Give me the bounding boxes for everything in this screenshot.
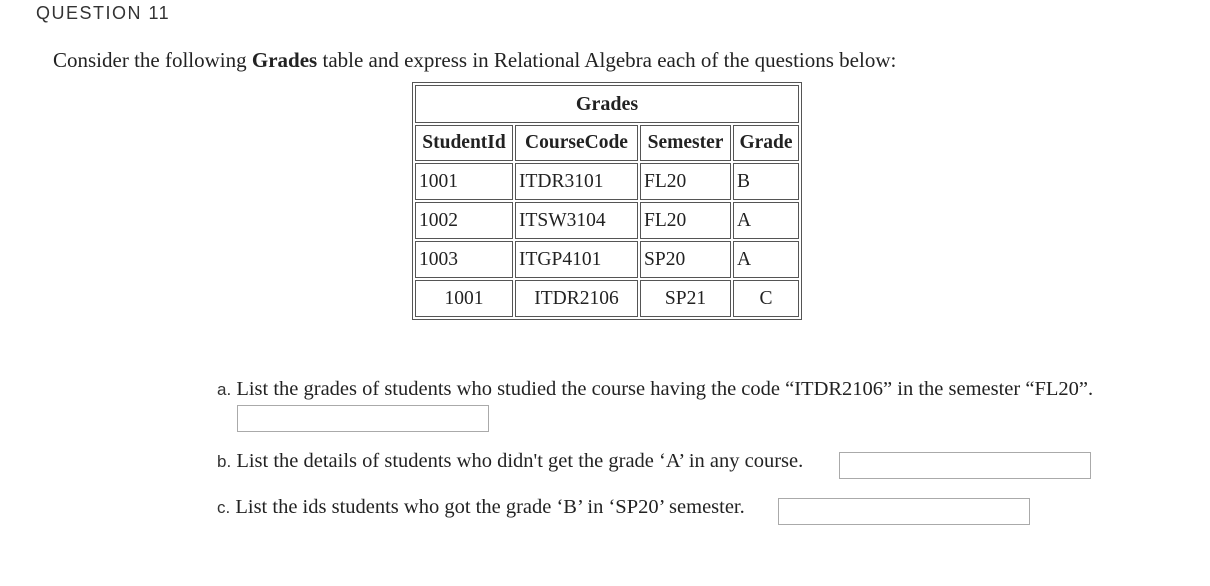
- column-header-grade: Grade: [733, 125, 799, 161]
- table-cell: B: [733, 163, 799, 200]
- question-c-text: List the ids students who got the grade ‘B’ in ‘SP20’ semester.: [230, 496, 745, 518]
- table-cell: 1003: [415, 241, 513, 278]
- table-row: [415, 202, 799, 239]
- question-b-text: List the details of students who didn't get the grade ‘A’ in any course.: [231, 450, 804, 472]
- table-cell: FL20: [640, 202, 731, 239]
- table-cell: 1001: [415, 280, 513, 317]
- answer-c-input[interactable]: [778, 498, 1030, 525]
- question-b: [217, 450, 803, 473]
- table-caption: Grades: [415, 85, 799, 123]
- question-a-letter: a.: [217, 380, 232, 399]
- table-cell: SP20: [640, 241, 731, 278]
- answer-b-input[interactable]: [839, 452, 1091, 479]
- table-cell: A: [733, 241, 799, 278]
- table-cell: ITDR3101: [515, 163, 638, 200]
- question-a: [217, 378, 1093, 401]
- question-a-text: List the grades of students who studied the course having the code “ITDR2106” in the semester “FL20”.: [231, 378, 1094, 400]
- table-row: [415, 280, 799, 317]
- table-cell: ITSW3104: [515, 202, 638, 239]
- table-cell: SP21: [640, 280, 731, 317]
- table-cell: C: [733, 280, 799, 317]
- table-cell: 1002: [415, 202, 513, 239]
- column-header-coursecode: CourseCode: [515, 125, 638, 161]
- table-cell: FL20: [640, 163, 731, 200]
- answer-a-input[interactable]: [237, 405, 489, 432]
- table-row: [415, 163, 799, 200]
- table-cell: 1001: [415, 163, 513, 200]
- question-c: [217, 496, 745, 519]
- question-intro: [53, 48, 896, 73]
- question-header: QUESTION 11: [36, 3, 171, 23]
- grades-table: [412, 82, 802, 320]
- intro-text-start: Consider the following: [53, 48, 252, 72]
- intro-table-name: Grades: [251, 48, 318, 72]
- table-cell: ITGP4101: [515, 241, 638, 278]
- table-row: [415, 241, 799, 278]
- table-cell: ITDR2106: [515, 280, 638, 317]
- intro-text-end: table and express in Relational Algebra each of the questions below:: [317, 48, 897, 72]
- column-header-studentid: StudentId: [415, 125, 513, 161]
- question-b-letter: b.: [217, 452, 232, 471]
- column-header-semester: Semester: [640, 125, 731, 161]
- table-header-row: [415, 125, 799, 161]
- question-c-letter: c.: [217, 498, 231, 517]
- table-cell: A: [733, 202, 799, 239]
